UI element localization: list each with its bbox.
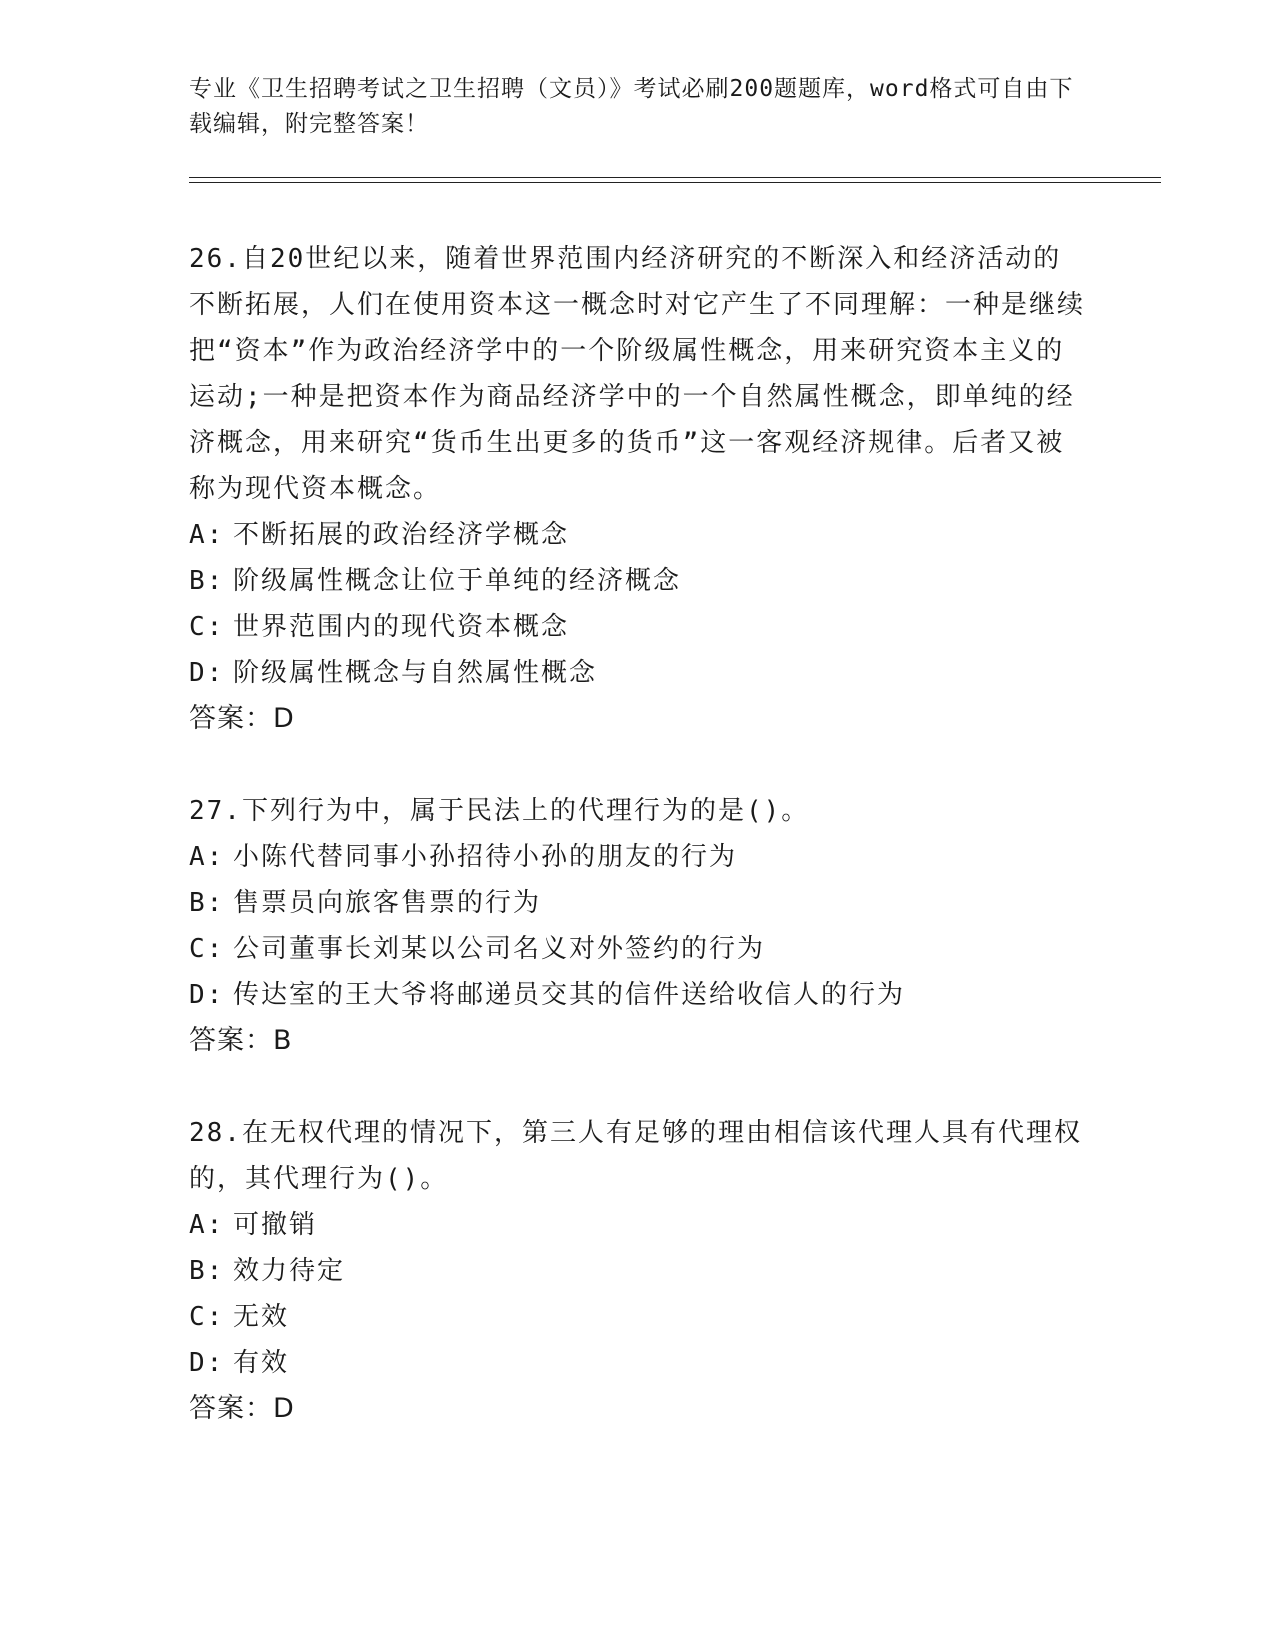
option-letter: A: [189,520,225,550]
question-list [189,236,1089,1478]
question-stem: 28.在无权代理的情况下，第三人有足够的理由相信该代理人具有代理权的，其代理行为()。 [189,1118,1082,1194]
option-text: 效力待定 [233,1256,346,1286]
question-27 [189,788,1089,1064]
option-letter: C: [189,934,225,964]
question-stem: 26.自20世纪以来，随着世界范围内经济研究的不断深入和经济活动的不断拓展，人们在使用资本这一概念时对它产生了不同理解：一种是继续把“资本”作为政治经济学中的一个阶级属性概念，用来研究资本主义的运动;一种是把资本作为商品经济学中的一个自然属性概念，即单纯的经济概念，用来研究“货币生出更多的货币”这一客观经济规律。后者又被称为现代资本概念。 [189,244,1086,504]
option-b [189,880,1089,926]
option-c [189,1294,1089,1340]
option-a [189,834,1089,880]
header-divider-top [189,177,1161,178]
option-text: 可撤销 [233,1210,318,1240]
answer-line: 答案：B [189,1025,293,1056]
question-26 [189,236,1089,742]
option-text: 无效 [233,1302,290,1332]
option-letter: D: [189,980,225,1010]
option-letter: D: [189,1348,225,1378]
option-text: 公司董事长刘某以公司名义对外签约的行为 [233,934,766,964]
option-c [189,604,1089,650]
option-d [189,650,1089,696]
option-letter: C: [189,1302,225,1332]
option-letter: A: [189,842,225,872]
option-letter: B: [189,888,225,918]
question-stem: 27.下列行为中，属于民法上的代理行为的是()。 [189,796,810,826]
option-text: 阶级属性概念与自然属性概念 [233,658,598,688]
option-text: 不断拓展的政治经济学概念 [233,520,570,550]
header-divider-bottom [189,182,1161,183]
option-text: 阶级属性概念让位于单纯的经济概念 [233,566,682,596]
option-d [189,972,1089,1018]
option-text: 售票员向旅客售票的行为 [233,888,542,918]
answer-line: 答案：D [189,1393,295,1424]
option-a [189,1202,1089,1248]
option-text: 小陈代替同事小孙招待小孙的朋友的行为 [233,842,738,872]
answer-line: 答案：D [189,703,295,734]
option-text: 世界范围内的现代资本概念 [233,612,570,642]
option-text: 传达室的王大爷将邮递员交其的信件送给收信人的行为 [233,980,906,1010]
question-28 [189,1110,1089,1432]
option-c [189,926,1089,972]
option-b [189,558,1089,604]
option-a [189,512,1089,558]
option-letter: A: [189,1210,225,1240]
option-d [189,1340,1089,1386]
option-letter: B: [189,566,225,596]
document-header: 专业《卫生招聘考试之卫生招聘（文员）》考试必刷200题题库，word格式可自由下载编辑，附完整答案！ [189,76,1074,137]
option-letter: C: [189,612,225,642]
option-letter: B: [189,1256,225,1286]
option-letter: D: [189,658,225,688]
option-text: 有效 [233,1348,290,1378]
option-b [189,1248,1089,1294]
